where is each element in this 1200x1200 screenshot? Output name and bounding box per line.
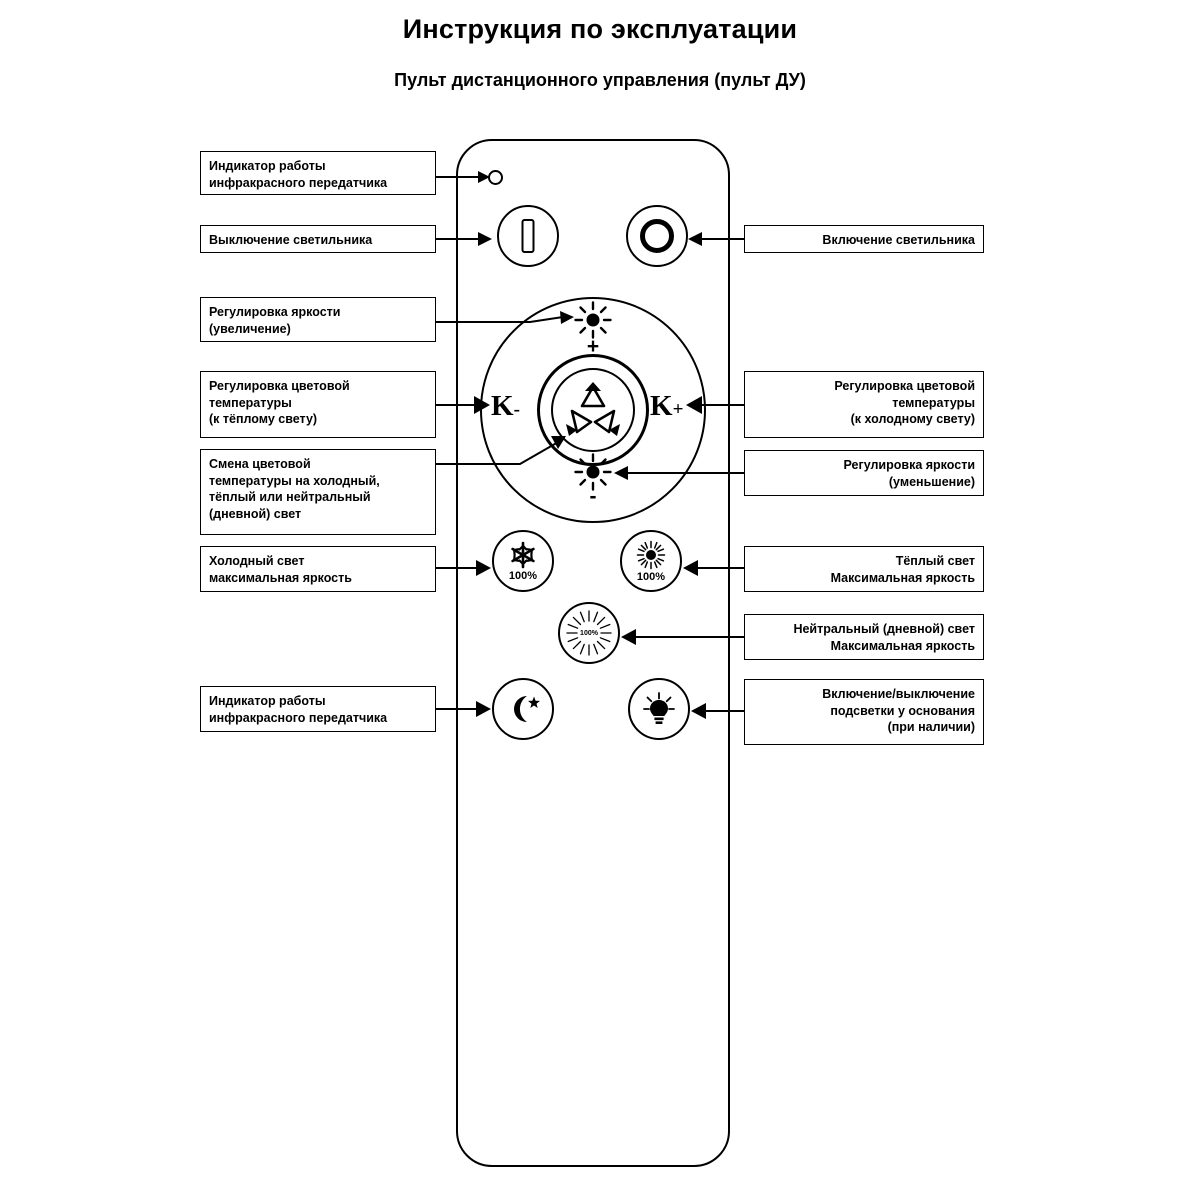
- label-cct-switch: Смена цветовой температуры на холодный, тёплый или нейтральный (дневной) свет: [200, 449, 436, 535]
- label-cold-max: Холодный свет максимальная яркость: [200, 546, 436, 592]
- brightness-minus-label: -: [589, 485, 597, 508]
- label-warm-max: Тёплый свет Максимальная яркость: [744, 546, 984, 592]
- label-cct-cold: Регулировка цветовой температуры (к холодному свету): [744, 371, 984, 438]
- page-subtitle: Пульт дистанционного управления (пульт ДУ): [394, 70, 806, 90]
- label-ir-indicator-top: Индикатор работы инфракрасного передатчика: [200, 151, 436, 195]
- page-title: Инструкция по эксплуатации: [402, 14, 798, 44]
- k-plus-letter: K: [650, 390, 673, 422]
- label-night: Индикатор работы инфракрасного передатчика: [200, 686, 436, 732]
- label-power-on: Включение светильника: [744, 225, 984, 253]
- label-cct-warm: Регулировка цветовой температуры (к тёплому свету): [200, 371, 436, 438]
- label-brightness-down: Регулировка яркости (уменьшение): [744, 450, 984, 496]
- k-minus-sign: -: [513, 399, 520, 420]
- k-minus-letter: K: [491, 390, 514, 422]
- label-neutral-max: Нейтральный (дневной) свет Максимальная яркость: [744, 614, 984, 660]
- warm-percent-label: 100%: [636, 570, 666, 583]
- brightness-plus-label: +: [586, 335, 600, 358]
- k-plus-sign: +: [672, 399, 684, 420]
- cold-percent-label: 100%: [508, 569, 538, 582]
- label-power-off: Выключение светильника: [200, 225, 436, 253]
- label-backlight: Включение/выключение подсветки у основания (при наличии): [744, 679, 984, 745]
- label-brightness-up: Регулировка яркости (увеличение): [200, 297, 436, 342]
- neutral-percent-label: 100%: [580, 630, 598, 637]
